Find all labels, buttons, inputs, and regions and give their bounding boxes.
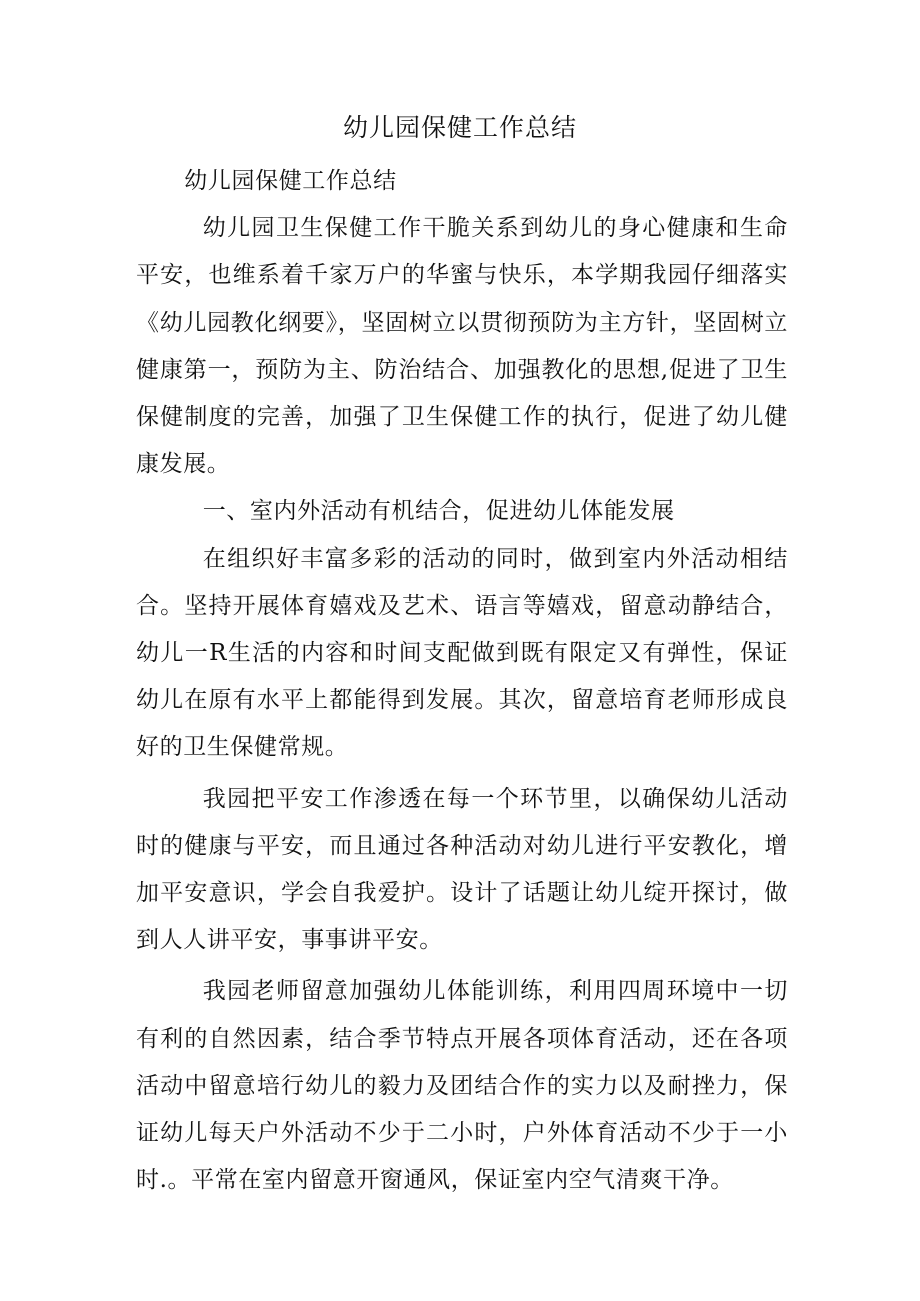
document-subtitle: 幼儿园保健工作总结 [184,168,397,194]
paragraph-activities: 在组织好丰富多彩的活动的同时，做到室内外活动相结合。坚持开展体育嬉戏及艺术、语言等嬉戏，留意动静结合，幼儿一R生活的内容和时间支配做到既有限定又有弹性，保证幼儿在原有水平上都能得到发展。其次，留意培育老师形成良好的卫生保健常规。 [136,545,788,761]
document-body [136,158,788,1204]
section-heading-1: 一、室内外活动有机结合，促进幼儿体能发展 [202,498,675,525]
paragraph-intro: 幼儿园卫生保健工作干脆关系到幼儿的身心健康和生命平安，也维系着千家万户的华蜜与快乐，本学期我园仔细落实《幼儿园教化纲要》，坚固树立以贯彻预防为主方针，坚固树立健康第一，预防为主、防治结合、加强教化的思想,促进了卫生保健制度的完善，加强了卫生保健工作的执行，促进了幼儿健康发展。 [136,215,788,478]
paragraph-physical-training: 我园老师留意加强幼儿体能训练，利用四周环境中一切有利的自然因素，结合季节特点开展各项体育活动，还在各项活动中留意培行幼儿的毅力及团结合作的实力以及耐挫力，保证幼儿每天户外活动不少于二小时，户外体育活动不少于一小时.。平常在室内留意开窗通风，保证室内空气清爽干净。 [136,978,788,1194]
paragraph-safety: 我园把平安工作渗透在每一个环节里，以确保幼儿活动时的健康与平安，而且通过各种活动对幼儿进行平安教化，增加平安意识，学会自我爱护。设计了话题让幼儿绽开探讨，做到人人讲平安，事事讲平安。 [136,785,788,954]
document-title: 幼儿园保健工作总结 [342,113,577,142]
